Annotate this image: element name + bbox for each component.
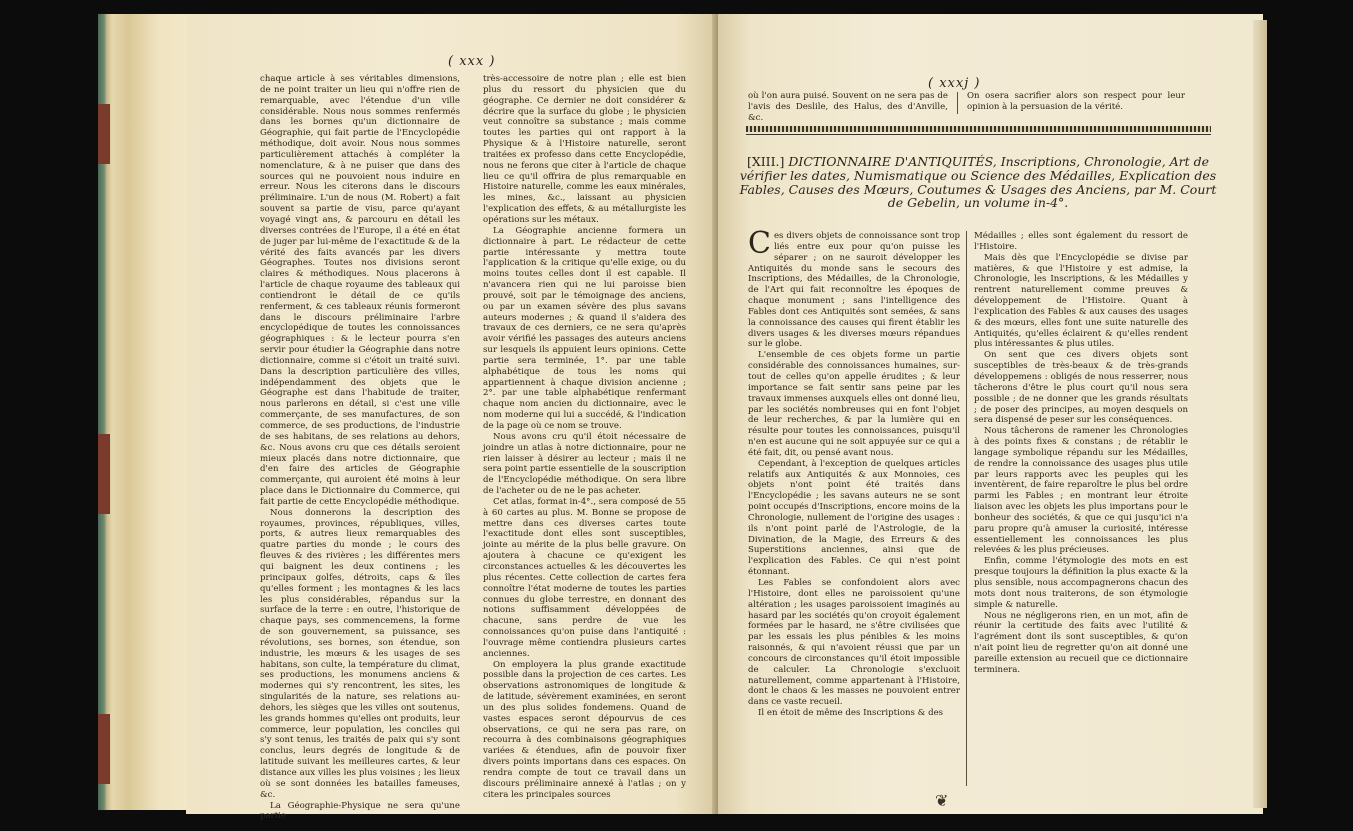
paragraph: On employera la plus grande exactitude possible dans la projection de ces cartes. Les observations astronomiques de longitude & de latitude, sévèrement examinées, en seront un des plus solides fondemens. Quand de vastes espaces seront dépourvus de ces observations, ce qui ne sera pas rare, on recourra à des combinaisons géographiques variées & étendues, afin de pouvoir fixer divers points importans dans ces espaces. On rendra compte de tout ce travail dans un discours préliminaire annexé à l'atlas ; on y citera les principales sources bbox=[483, 659, 686, 800]
paragraph: La Géographie-Physique ne sera qu'une partie bbox=[260, 800, 460, 822]
decorative-rule bbox=[746, 126, 1211, 132]
spine-band bbox=[98, 714, 110, 784]
rule-line bbox=[746, 134, 1211, 135]
paragraph: Cependant, à l'exception de quelques articles relatifs aux Antiquités & aux Monnoies, ces objets n'ont point été traités dans l'Encyclopédie ; les savans auteurs ne se sont point occupés d'Inscriptions, encore moins de la Chronologie, nullement de l'origine des usages : ils n'ont point parlé de l'Astrologie, de la Divination, de la Magie, des Erreurs & des Superstitions anciennes, ainsi que de l'explication des Fables. Ce qui n'est point étonnant. bbox=[748, 458, 960, 578]
right-page bbox=[718, 14, 1263, 814]
right-column-1 bbox=[748, 226, 960, 797]
paragraph: L'ensemble de ces objets forme un partie considérable des connoissances humaines, sur-tout de celles qu'on appelle érudites ; & leur importance se fait sentir sans peine par les travaux immenses auxquels elles ont donné lieu, par les sociétés nombreuses qui en font l'objet de leur recherches, & par la lumière qui en résulte pour toutes les connoissances, puisqu'il n'en est aucune qui ne soit appuyée sur ce qui a été fait, dit, ou pensé avant nous. bbox=[748, 350, 960, 458]
paragraph: chaque article à ses véritables dimensions, de ne point traiter un lieu qui n'offre rien de remarquable, avec l'étendue d'un ville considérable. Nous nous sommes renfermés dans les bornes qu'un dictionnaire de Géographie, qui fait partie de l'Encyclopédie méthodique, doit avoir. Nous nous sommes particulièrement attachés à compléter la nomenclature, & à ne puiser que dans des sources qui ne pouvoient nous induire en erreur. Nous les citerons dans le discours préliminaire. L'un de nous (M. Robert) a fait souvent sa partie de visu, parce qu'ayant voyagé vingt ans, & parcouru en détail les diverses contrées de l'Europe, il a été en état de juger par lui-même de l'exactitude & de la vérité des faits avancés par les divers Géographes. Toutes nos divisions seront claires & méthodiques. Nous placerons à l'article de chaque royaume des tableaux qui contiendront le détail de ce qu'ils renferment, & ces tableaux réunis formeront dans le discours préliminaire l'arbre encyclopédique de toutes les connoissances géographiques : & le lecteur pourra s'en servir pour étudier la Géographie dans notre dictionnaire, comme si c'étoit un traité suivi. Dans la description particulière des villes, indépendamment des objets que le Géographe est dans l'habitude de traiter, nous parlerons en détail, si c'est une ville commerçante, de ses manufactures, de son commerce, de ses productions, de l'industrie de ses habitans, de ses relations au dehors, &c. Nous avons cru que ces détails seroient mieux placés dans notre dictionnaire, que d'en faire des articles de Géographie commerçante, qui auroient été moins à leur place dans le Dictionnaire du Commerce, qui fait partie de cette Encyclopédie méthodique. bbox=[260, 74, 460, 507]
column-separator bbox=[966, 231, 967, 786]
paragraph: Les Fables se confondoient alors avec l'Histoire, dont elles ne paroissoient qu'une altération ; les usages paroissoient imaginés au hasard par les sociétés qu'on croyoit également formées par le hasard, ne s'être civilisées que par les essais les plus pénibles & les moins raisonnés, & qui n'avoient réussi que par un concours de circonstances qu'il étoit impossible de calculer. La Chronologie s'excluoit naturellement, comme appartenant à l'Histoire, dont le chaos & les masses ne pouvoient entrer dans ce vaste recueil. bbox=[748, 578, 960, 708]
left-column-2 bbox=[483, 74, 686, 800]
paragraph: Nous avons cru qu'il étoit nécessaire de joindre un atlas à notre dictionnaire, pour ne rien laisser à désirer au lecteur ; mais il ne sera point partie essentielle de la souscription de l'Encyclopédie méthodique. On sera libre de l'acheter ou de ne le pas acheter. bbox=[483, 431, 686, 497]
paragraph: On osera sacrifier alors son respect pour leur opinion à la persuasion de la vérité. bbox=[967, 91, 1185, 112]
page-number: ( xxx ) bbox=[448, 54, 496, 69]
page-number: ( xxxj ) bbox=[928, 76, 981, 91]
paragraph: Mais dès que l'Encyclopédie se divise par matières, & que l'Histoire y est admise, la Chronologie, les Inscriptions, & les Médailles y rentrent naturellement comme preuves & développement de l'Histoire. Quant à l'explication des Fables & aux causes des usages & des mœurs, elles font une suite naturelle des Antiquités, qu'elles éclairent & qu'elles rendent plus intéressantes & plus utiles. bbox=[974, 252, 1188, 350]
paragraph-text: es divers objets de connoissance sont trop liés entre eux pour qu'on puisse les séparer ; on ne sauroit développer les Antiquités du monde sans le secours des Inscriptions, des Médailles, de la Chronologie, de l'Art qui fait reconnoître les époques de chaque monument ; sans l'intelligence des Fables dont ces Antiquités sont semées, & sans la connoissance des causes qui firent établir les divers usages & les diverses mœurs répandues sur le globe. bbox=[748, 231, 960, 350]
paragraph: Médailles ; elles sont également du ressort de l'Histoire. bbox=[974, 231, 1188, 252]
paragraph: Enfin, comme l'étymologie des mots en est presque toujours la définition la plus exacte & la plus sensible, nous accompagnerons chacun des mots dont nous traiterons, de son étymologie simple & naturelle. bbox=[974, 556, 1188, 610]
spine-band bbox=[98, 434, 110, 514]
paragraph: très-accessoire de notre plan ; elle est bien plus du ressort du physicien que du géographe. Ce dernier ne doit considérer & décrire que la surface du globe ; le physicien veut connoître sa substance ; mais comme toutes les parties qui ont rapport à la Physique & à l'Histoire naturelle, seront traitées ex professo dans cette Encyclopédie, nous ne ferons que citer à l'article de chaque lieu ce qu'il offrira de plus remarquable en Histoire naturelle, comme les eaux minérales, les mines, &c., laissant au physicien l'explication des effets, & au métallurgiste les opérations sur les métaux. bbox=[483, 74, 686, 225]
top-column-2 bbox=[967, 91, 1185, 115]
paragraph: Nous donnerons la description des royaumes, provinces, républiques, villes, ports, & autres lieux remarquables des quatre parties du monde ; le cours des fleuves & des rivières ; les différentes mers qui baignent les deux continens ; les principaux golfes, détroits, caps & îles qu'elles forment ; les montagnes & les lacs les plus considérables, répandus sur la surface de la terre : en outre, l'historique de chaque pays, ses commencemens, la forme de son gouvernement, sa puissance, ses révolutions, ses bornes, son étendue, son industrie, les mœurs & les usages de ses habitans, son culte, la température du climat, ses productions, les monumens anciens & modernes qui s'y rencontrent, les sites, les singularités de la nature, ses relations au-dehors, les sièges que les villes ont soutenus, les grands hommes qu'elles ont produits, leur commerce, leur population, les conciles qui s'y sont tenus, les traités de paix qui s'y sont conclus, leurs degrés de longitude & de latitude suivant les meilleures cartes, & leur distance aux villes les plus voisines ; les lieux où se sont données les batailles fameuses, &c. bbox=[260, 507, 460, 800]
paragraph: Cet atlas, format in-4°., sera composé de 55 à 60 cartes au plus. M. Bonne se propose de mettre dans ces diverses cartes toute l'exactitude dont elles sont susceptibles, jointe au mérite de la plus belle gravure. On ajoutera à chacune ce qu'exigent les circonstances actuelles & les découvertes les plus récentes. Cette collection de cartes fera connoître l'état moderne de toutes les parties connues du globe terrestre, en donnant des notions suffisamment développées de chacune, sans perdre de vue les connoissances qu'on puise dans l'antiquité : l'ouvrage même contiendra plusieurs cartes anciennes. bbox=[483, 496, 686, 659]
left-column-1 bbox=[260, 74, 460, 822]
tailpiece-ornament-icon: ❦ bbox=[935, 791, 949, 810]
right-column-2 bbox=[974, 231, 1188, 797]
paragraph: Nous tâcherons de ramener les Chronologies à des points fixes & constans ; de rétablir le langage symbolique répandu sur les Médailles, de rendre la connoissance des usages plus utile par leurs rapports avec les peuples qui les inventèrent, de faire reparoître le plus bel ordre parmi les Fables ; en montrant leur étroite liaison avec les objets les plus importans pour le bonheur des sociétés, & que ce qui jusqu'ici n'a paru propre qu'à amuser la curiosité, intéresse essentiellement les connoissances les plus relevées & les plus précieuses. bbox=[974, 426, 1188, 556]
paragraph: On sent que ces divers objets sont susceptibles de très-beaux & de très-grands développemens : obligés de nous resserrer, nous tâcherons d'être le plus court qu'il nous sera possible ; de ne donner que les grands résultats ; de poser des principes, au moyen desquels on sera dispensé de peser sur les conséquences. bbox=[974, 350, 1188, 426]
section-number: [XIII.] bbox=[746, 154, 785, 169]
paragraph bbox=[748, 226, 960, 350]
spine-band bbox=[98, 104, 110, 164]
column-separator bbox=[957, 92, 958, 114]
right-book-edge bbox=[1253, 20, 1267, 808]
top-column-1 bbox=[748, 91, 948, 123]
paragraph: Nous ne négligerons rien, en un mot, afin de réunir la certitude des faits avec l'utilité & l'agrément dont ils sont susceptibles, & qu'on n'ait point lieu de regretter qu'on ait donné une pareille extension au recueil que ce dictionnaire terminera. bbox=[974, 610, 1188, 675]
paragraph: La Géographie ancienne formera un dictionnaire à part. Le rédacteur de cette partie intéressante y mettra toute l'application & la critique qu'elle exige, ou du moins toutes celles dont il est capable. Il n'avancera rien qui ne lui paroisse bien prouvé, soit par le témoignage des anciens, ou par un examen sévère des plus savans auteurs modernes ; & quand il s'aidera des travaux de ces derniers, ce ne sera qu'après avoir vérifié les passages des auteurs anciens sur lesquels ils appuient leurs opinions. Cette partie sera terminée, 1°. par une table alphabétique de tous les noms qui appartiennent à chaque division ancienne ; 2°. par une table alphabétique renfermant chaque nom ancien du dictionnaire, avec le nom moderne qui lui a succédé, & l'indication de la page où ce nom se trouve. bbox=[483, 225, 686, 431]
paragraph: où l'on aura puisé. Souvent on ne sera pas de l'avis des Deslile, des Halus, des d'Anville, &c. bbox=[748, 91, 948, 123]
section-heading bbox=[738, 155, 1218, 210]
section-subtitle: , Inscriptions, Chronologie, Art de vérifier les dates, Numismatique ou Science des Médailles, Explication des Fables, Causes des Mœurs, Coutumes & Usages des Anciens, par M. Court de Gebelin, un volume in-4°. bbox=[739, 154, 1217, 211]
paragraph: Il en étoit de même des Inscriptions & des bbox=[758, 708, 944, 719]
left-page bbox=[186, 14, 718, 822]
drop-cap: C bbox=[748, 226, 771, 261]
left-book-edge bbox=[98, 14, 186, 810]
section-title: DICTIONNAIRE D'ANTIQUITÉS bbox=[788, 154, 993, 169]
